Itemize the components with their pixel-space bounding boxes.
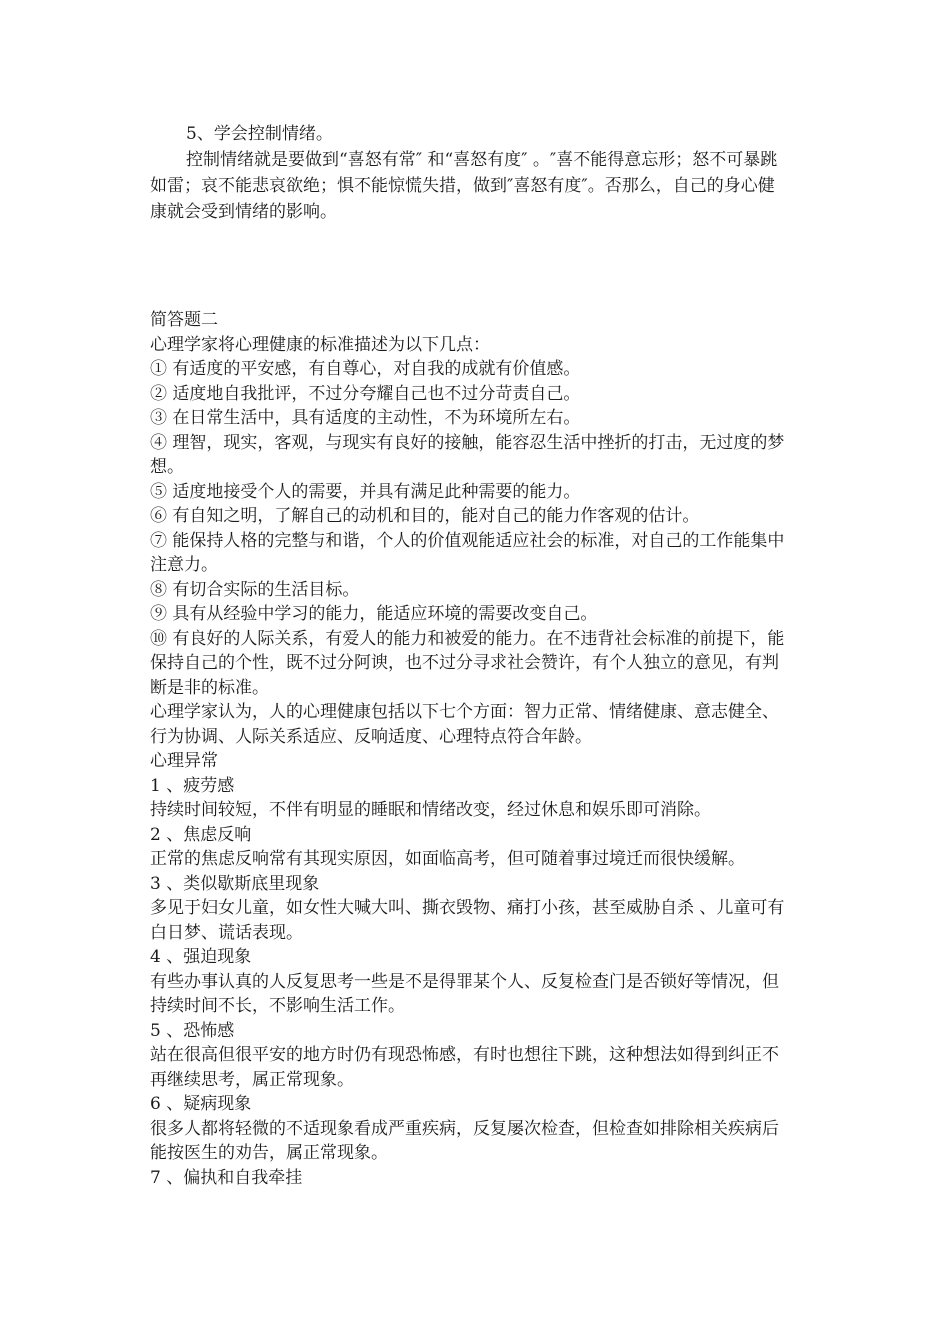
abnormal-text: 多见于妇女儿童，如女性大喊大叫、撕衣毁物、痛打小孩，甚至威胁自杀 、儿童可有白日梦、谎话表现。: [150, 898, 785, 943]
standard-item: ⑧ 有切合实际的生活目标。: [150, 579, 360, 600]
standard-item: ⑤ 适度地接受个人的需要，并具有满足此种需要的能力。: [150, 481, 581, 502]
abnormal-heading: 4 、强迫现象: [150, 947, 252, 967]
abnormal-text: 站在很高但很平安的地方时仍有现恐怖感，有时也想往下跳，这种想法如得到纠正不再继续思考，属正常现象。: [150, 1045, 779, 1090]
abnormal-text: 持续时间较短，不伴有明显的睡眠和情绪改变，经过休息和娱乐即可消除。: [150, 800, 711, 820]
abnormal-text: 很多人都将轻微的不适现象看成严重疾病，反复屡次检查，但检查如排除相关疾病后能按医生的劝告，属正常现象。: [150, 1118, 779, 1163]
abnormal-heading: 7 、偏执和自我牵挂: [150, 1167, 303, 1188]
qa2-intro: 心理学家将心理健康的标准描述为以下几点：: [150, 334, 490, 355]
section-gap: [150, 225, 790, 308]
abnormal-heading: 1 、疲劳感: [150, 775, 235, 796]
qa2-summary: 心理学家认为，人的心理健康包括以下七个方面：智力正常、情绪健康、意志健全、行为协调、人际关系适应、反响适度、心理特点符合年龄。: [150, 702, 779, 747]
standard-item: ③ 在日常生活中，具有适度的主动性，不为环境所左右。: [150, 408, 581, 428]
abnormal-heading: 3 、类似歇斯底里现象: [150, 873, 320, 894]
abnormal-text: 正常的焦虑反响常有其现实原因，如面临高考，但可随着事过境迁而很快缓解。: [150, 849, 745, 869]
standard-item: ④ 理智，现实，客观，与现实有良好的接触，能容忍生活中挫折的打击，无过度的梦想。: [150, 432, 785, 477]
section-5-paragraph: 控制情绪就是要做到“喜怒有常″ 和“喜怒有度″ 。″喜不能得意忘形；怒不可暴跳如雷；哀不能悲哀欲绝；惧不能惊慌失措，做到″喜怒有度″。否那么，自己的身心健康就会受到情绪的影响。: [150, 150, 778, 222]
qa2-section: [150, 308, 790, 1190]
abnormal-text: 有些办事认真的人反复思考一些是不是得罪某个人、反复检查门是否锁好等情况，但持续时间不长，不影响生活工作。: [150, 971, 779, 1016]
abnormal-title: 心理异常: [150, 751, 218, 771]
abnormal-heading: 2 、焦虑反响: [150, 824, 252, 845]
qa2-title: 简答题二: [150, 310, 218, 330]
standard-item: ⑦ 能保持人格的完整与和谐，个人的价值观能适应社会的标准，对自己的工作能集中注意力。: [150, 530, 785, 575]
standard-item: ② 适度地自我批评，不过分夸耀自己也不过分苛责自己。: [150, 383, 581, 404]
standard-item: ① 有适度的平安感，有自尊心，对自我的成就有价值感。: [150, 359, 581, 379]
section-5-heading: 5、学会控制情绪。: [186, 124, 333, 144]
standard-item: ⑩ 有良好的人际关系，有爱人的能力和被爱的能力。在不违背社会标准的前提下，能保持自己的个性，既不过分阿谀，也不过分寻求社会赞许，有个人独立的意见，有判断是非的标准。: [150, 628, 785, 698]
abnormal-heading: 6 、疑病现象: [150, 1094, 252, 1114]
standard-item: ⑥ 有自知之明，了解自己的动机和目的，能对自己的能力作客观的估计。: [150, 506, 700, 526]
document-page: [150, 121, 790, 1190]
standard-item: ⑨ 具有从经验中学习的能力，能适应环境的需要改变自己。: [150, 604, 598, 624]
section-5: [150, 121, 790, 225]
abnormal-heading: 5 、恐怖感: [150, 1020, 235, 1041]
